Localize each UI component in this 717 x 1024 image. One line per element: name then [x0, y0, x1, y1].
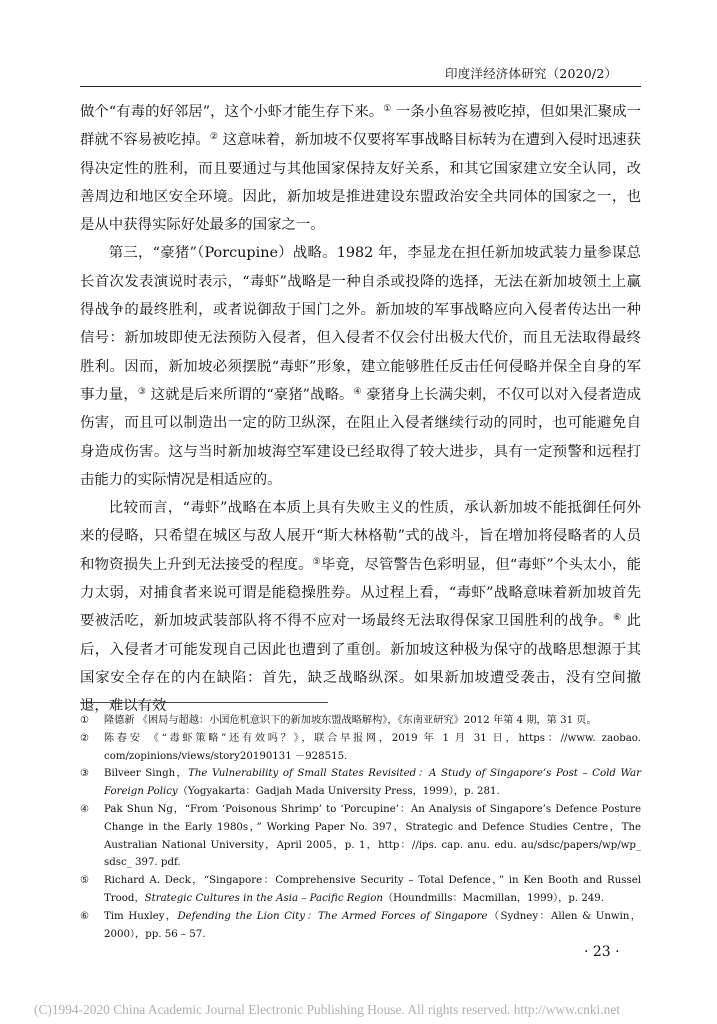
footnote-ref-1[interactable]: ① [383, 104, 392, 114]
footnote-5 [80, 872, 641, 908]
footnote-text [104, 765, 641, 801]
footnote-2 [80, 730, 641, 766]
footnote-number: ② [80, 732, 90, 744]
p3-text-b: 毕竟，尽管警告色彩明显，但“毒虾”个头太小，能力太弱，对捕食者来说可谓是能稳操胜券。从过程上看，“毒虾”战略意味着新加坡首先要被活吃，新加坡武装部队将不得不应对一场最终无法取得保家卫国胜利的战争。 [80, 556, 641, 630]
footnote-number: ⑤ [80, 875, 90, 887]
footnote-rule [80, 702, 328, 703]
footnote-number: ① [80, 715, 90, 726]
footnote-publication: （Yogyakarta：Gadjah Mada University Press，1999），p. 281. [177, 786, 500, 798]
p1-text-b: 一条小鱼容易被吃掉，但如果汇聚成一群就不容易被吃掉。 [80, 104, 642, 149]
footnote-author: Tim Huxley， [104, 910, 178, 922]
footnote-ref-6[interactable]: ⑥ [613, 613, 622, 624]
p2-text-b: 这就是后来所谓的“豪猪”战略。 [146, 386, 354, 403]
footnote-text [104, 872, 641, 908]
footnote-number: ③ [80, 768, 90, 780]
footnote-3 [80, 765, 641, 801]
p2-text-a: 第三，“豪猪”（Porcupine）战略。1982 年，李显龙在担任新加坡武装力量参谋总长首次发表演说时表示，“毒虾”战略是一种自杀或投降的选择，无法在新加坡领土上赢得战争的最终胜利，或者说御敌于国门之外。新加坡的军事战略应向入侵者传达出一种信号：新加坡即使无法预防入侵者，但入侵者不仅会付出极大代价，而且无法取得最终胜利。因而，新加坡必须摆脱“毒虾”形象，建立能够胜任反击任何侵略并保全自身的军事力量， [80, 245, 641, 403]
footnote-publication: （Sydney：Allen & Unwin，2000），pp. 56 – 57. [104, 910, 641, 940]
p3-text-a: 比较而言，“毒虾”战略在本质上具有失败主义的性质，承认新加坡不能抵御任何外来的侵略，只希望在城区与敌人展开“斯大林格勒”式的战斗，旨在增加将侵略者的人员和物资损失上升到无法接受的程度。 [80, 500, 641, 573]
footnote-number: ⑥ [80, 910, 90, 922]
p2-text-c: 豪猪身上长满尖刺，不仅可以对入侵者造成伤害，而且可以制造出一定的防卫纵深，在阻止入侵者继续行动的同时，也可能避免自身造成伤害。这与当时新加坡海空军建设已经取得了较大进步，具有一定预警和远程打击能力的实际情况是相适应的。 [80, 386, 641, 488]
footnote-ref-4[interactable]: ④ [353, 386, 362, 397]
footnote-author: Bilveer Singh， [104, 768, 189, 780]
footnote-1 [80, 712, 641, 730]
footnote-number: ④ [80, 803, 90, 815]
paragraph-2 [80, 239, 641, 494]
copyright-notice: (C)1994-2020 China Academic Journal Electronic Publishing House. All rights reserved. http://www.cnki.net [34, 1002, 620, 1017]
p3-text-c: 此后，入侵者才可能发现自己因此也遭到了重创。新加坡这种极为保守的战略思想源于其国家安全存在的内在缺陷：首先，缺乏战略纵深。如果新加坡遭受袭击，没有空间撤退，难以有效 [80, 613, 641, 715]
footnote-author: Richard A. Deck，“Singapore：Comprehensive Security – Total Defence，” in Ken Booth and Russel Trood， [104, 875, 641, 904]
footnote-text: Pak Shun Ng，“From ‘Poisonous Shrimp’ to ‘Porcupine’：An Analysis of Singapore’s Defence Posture Change in the Early 1980s，” Working Paper No. 397，Strategic and Defence Studies Centre，The Australian National University，April 2005，p. 1，http：//ips. cap. anu. edu. au/sdsc/papers/wp/wp_ sdsc_ 397. pdf. [104, 803, 641, 869]
footnote-ref-3[interactable]: ③ [137, 386, 146, 397]
paragraph-3 [80, 494, 641, 720]
footnote-book-title: Strategic Cultures in the Asia – Pacific Region [144, 892, 383, 904]
p1-text-a: 做个“有毒的好邻居”，这个小虾才能生存下来。 [80, 104, 384, 120]
footnote-book-title: The Vulnerability of Small States Revisited：A Study of Singapore’s Post – Cold War Foreign Policy [104, 768, 642, 798]
footnote-ref-5[interactable]: ⑤ [312, 556, 321, 567]
footnote-4 [80, 801, 641, 872]
paragraph-1 [80, 98, 641, 239]
footnote-book-title: Defending the Lion City：The Armed Forces of Singapore [177, 910, 488, 922]
footnote-6 [80, 908, 641, 944]
footnote-ref-2[interactable]: ② [209, 132, 218, 143]
footnote-text: 陈春安 《“毒虾策略”还有效吗？》，联合早报网，2019 年 1 月 31 日，https：//www. zaobao. com/zopinions/views/story20190131 －928515. [104, 732, 641, 762]
header-rule [80, 86, 641, 87]
p1-text-c: 这意味着，新加坡不仅要将军事战略目标转为在遭到入侵时迅速获得决定性的胜利，而且要通过与其他国家保持友好关系，和其它国家建立安全认同，改善周边和地区安全环境。因此，新加坡是推进建设东盟政治安全共同体的国家之一，也是从中获得实际好处最多的国家之一。 [80, 132, 641, 234]
footnote-publication: （Houndmills：Macmillan，1999），p. 249. [382, 892, 605, 904]
body-text [80, 98, 641, 721]
page-number: · 23 · [584, 944, 620, 960]
footnote-text: 隆德新 《困局与超越：小国危机意识下的新加坡东盟战略解构》，《东南亚研究》2012 年第 4 期，第 31 页。 [104, 715, 597, 726]
footnotes [80, 712, 641, 943]
running-title: 印度洋经济体研究（2020/2） [445, 66, 618, 81]
footnote-text [104, 908, 641, 944]
